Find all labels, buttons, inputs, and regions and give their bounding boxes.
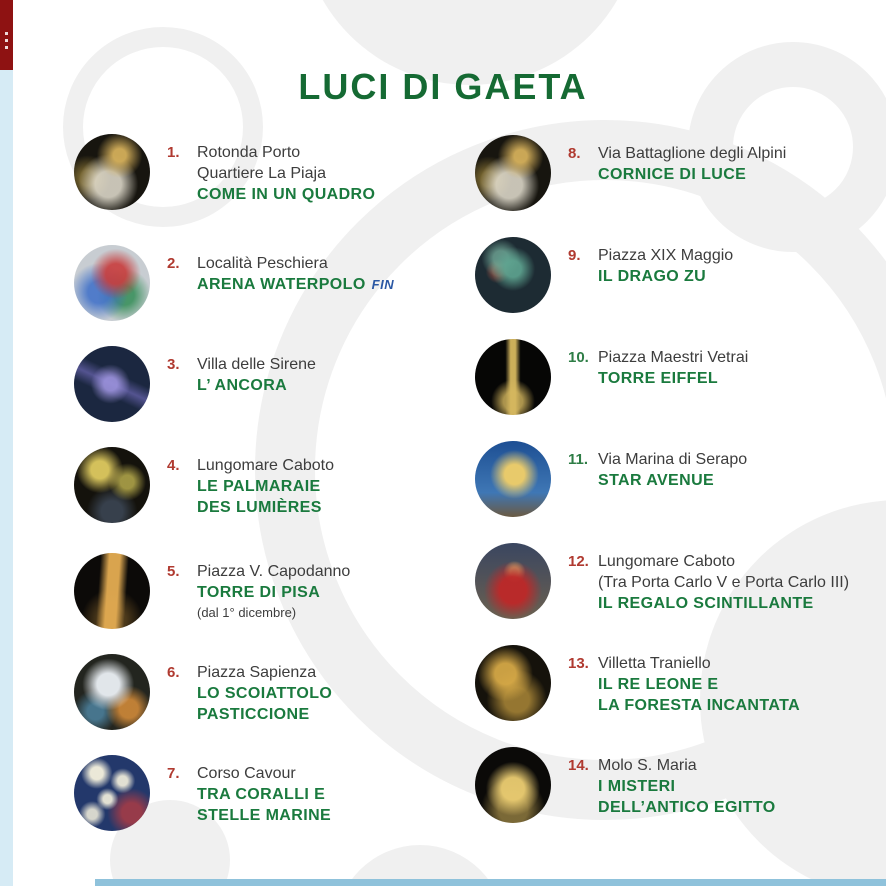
item-number: 4. [167, 457, 180, 474]
item-text [197, 346, 316, 396]
star-lights-photo [475, 441, 551, 517]
item-text [197, 134, 375, 205]
anchor-lights-photo [74, 346, 150, 422]
attraction-name-line: DES LUMIÈRES [197, 499, 322, 516]
item-number: 5. [167, 563, 180, 580]
location-line: Rotonda Porto [197, 144, 301, 161]
attraction-name-line: STELLE MARINE [197, 807, 332, 824]
eiffel-tower-photo [475, 339, 551, 415]
dragon-lights-photo [475, 237, 551, 313]
item-number: 12. [568, 553, 589, 570]
fin-federation-logo: FIN [371, 277, 395, 292]
list-item [475, 339, 849, 415]
item-number: 2. [167, 255, 180, 272]
right-column [475, 135, 849, 849]
location-line: Lungomare Caboto [598, 553, 735, 570]
item-number: 3. [167, 356, 180, 373]
item-text [598, 135, 786, 185]
attraction-name-line: TORRE EIFFEL [598, 370, 719, 387]
item-number: 7. [167, 765, 180, 782]
list-item [475, 441, 849, 517]
item-number: 10. [568, 349, 589, 366]
item-text [598, 747, 776, 818]
date-note: (dal 1° dicembre) [197, 605, 297, 620]
location-line: Località Peschiera [197, 255, 328, 272]
location-line: Quartiere La Piaja [197, 165, 326, 182]
item-text [598, 237, 733, 287]
bottom-page-edge-strip [95, 879, 886, 886]
attraction-name-line: CORNICE DI LUCE [598, 166, 747, 183]
adjacent-page-red-edge [0, 0, 13, 70]
attraction-name-line: IL DRAGO ZU [598, 268, 707, 285]
item-text [197, 245, 394, 295]
item-text [598, 645, 800, 716]
left-column [74, 134, 394, 856]
item-text [598, 441, 747, 491]
location-line: Via Battaglione degli Alpini [598, 145, 787, 162]
item-number: 1. [167, 144, 180, 161]
palm-trees-photo [74, 447, 150, 523]
attraction-name-line: LE PALMARAIE [197, 478, 321, 495]
list-item [74, 245, 394, 321]
attraction-name-line: IL REGALO SCINTILLANTE [598, 595, 814, 612]
item-number: 6. [167, 664, 180, 681]
location-line: Molo S. Maria [598, 757, 697, 774]
item-text [197, 447, 334, 518]
location-line: Piazza XIX Maggio [598, 247, 734, 264]
attraction-name-line: I MISTERI [598, 778, 676, 795]
lion-lights-photo [475, 645, 551, 721]
left-page-edge-strip [0, 0, 13, 886]
attraction-name-line: ARENA WATERPOLO FIN [197, 276, 395, 293]
attraction-name-line: DELL’ANTICO EGITTO [598, 799, 776, 816]
attraction-name-line: IL RE LEONE E [598, 676, 719, 693]
attraction-name-line: STAR AVENUE [598, 472, 715, 489]
item-text [197, 755, 331, 826]
location-line: Corso Cavour [197, 765, 296, 782]
item-text [598, 543, 849, 614]
list-item [74, 346, 394, 422]
pisa-tower-photo [74, 553, 150, 629]
list-item [74, 755, 394, 831]
item-text [197, 654, 332, 725]
gift-box-lights-photo [74, 134, 150, 210]
list-item [74, 447, 394, 523]
attraction-name-line: LO SCOIATTOLO [197, 685, 333, 702]
item-number: 14. [568, 757, 589, 774]
item-number: 9. [568, 247, 581, 264]
red-gift-bag-photo [475, 543, 551, 619]
page-title: LUCI DI GAETA [298, 66, 588, 107]
attraction-name-line: TORRE DI PISA [197, 584, 321, 601]
item-text [598, 339, 748, 389]
location-line: Villetta Traniello [598, 655, 711, 672]
list-item [475, 747, 849, 823]
item-number: 13. [568, 655, 589, 672]
starfish-lights-photo [74, 755, 150, 831]
waterpolo-arena-photo [74, 245, 150, 321]
list-item [74, 134, 394, 210]
item-text [197, 553, 350, 622]
location-line: Via Marina di Serapo [598, 451, 748, 468]
gift-box-lights-photo [475, 135, 551, 211]
attraction-name-line: TRA CORALLI E [197, 786, 326, 803]
pyramid-lights-photo [475, 747, 551, 823]
list-item [74, 553, 394, 629]
attraction-name-line: LA FORESTA INCANTATA [598, 697, 801, 714]
location-line: Piazza Maestri Vetrai [598, 349, 749, 366]
attraction-name-line: COME IN UN QUADRO [197, 186, 376, 203]
list-item [475, 543, 849, 619]
attraction-name-line: L’ ANCORA [197, 377, 288, 394]
list-item [475, 135, 849, 211]
list-item [475, 237, 849, 313]
list-item [475, 645, 849, 721]
location-line: Piazza V. Capodanno [197, 563, 351, 580]
location-line: Piazza Sapienza [197, 664, 317, 681]
item-number: 8. [568, 145, 581, 162]
location-line: Lungomare Caboto [197, 457, 334, 474]
attraction-name-line: PASTICCIONE [197, 706, 310, 723]
list-item [74, 654, 394, 730]
squirrel-lights-photo [74, 654, 150, 730]
location-line: Villa delle Sirene [197, 356, 316, 373]
item-number: 11. [568, 451, 589, 468]
location-line: (Tra Porta Carlo V e Porta Carlo III) [598, 574, 850, 591]
